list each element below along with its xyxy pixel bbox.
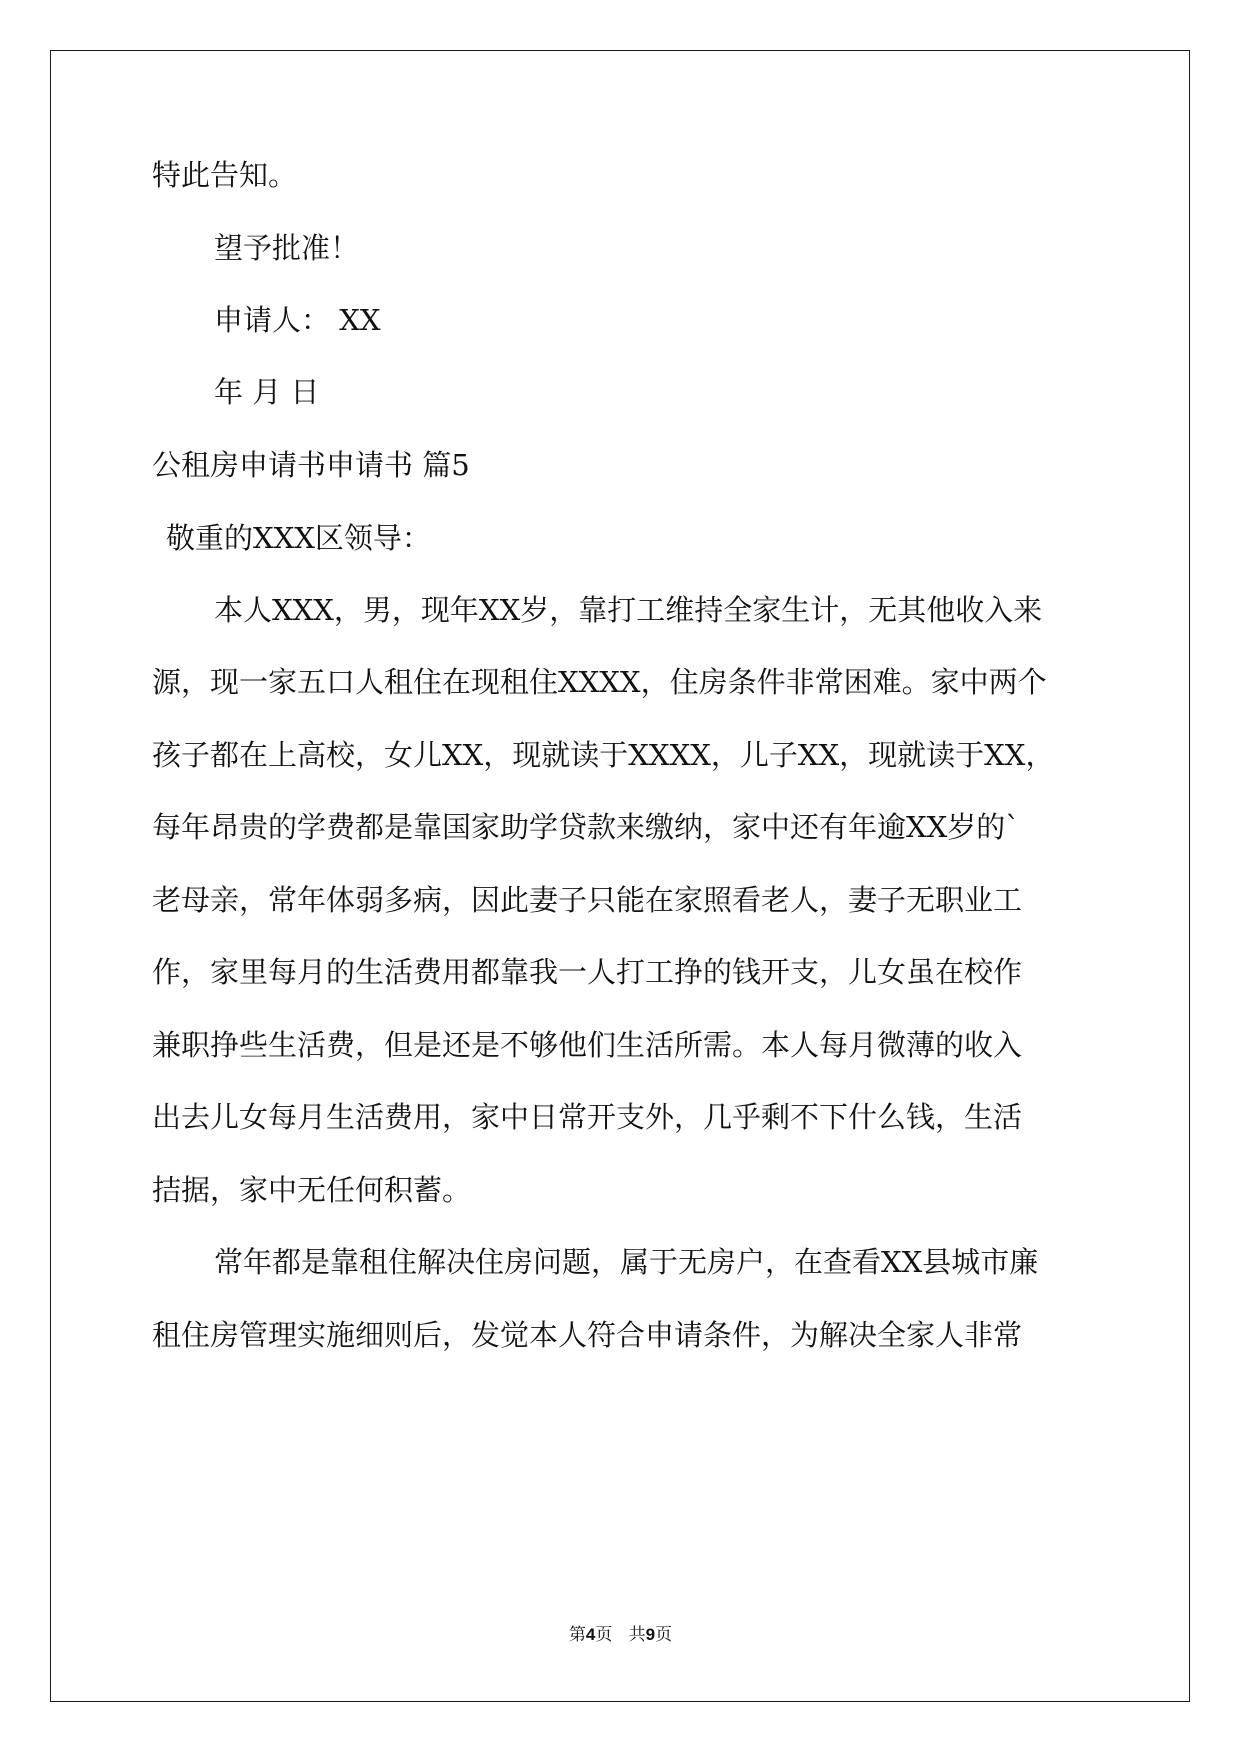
page-number: 4: [585, 1625, 596, 1644]
total-suffix: 页: [655, 1625, 673, 1645]
paragraph-line: 租住房管理实施细则后，发觉本人符合申请条件，为解决全家人非常: [152, 1318, 1023, 1352]
paragraph-line: 兼职挣些生活费，但是还是不够他们生活所需。本人每月微薄的收入: [152, 1028, 1023, 1062]
date-line: 年 月 日: [214, 375, 320, 409]
page-footer: [0, 1620, 1241, 1645]
paragraph-line: 拮据，家中无任何积蓄。: [152, 1173, 472, 1207]
paragraph-line: 出去儿女每月生活费用，家中日常开支外，几乎剩不下什么钱，生活: [152, 1100, 1023, 1134]
closing-line: 特此告知。: [152, 158, 298, 192]
page-suffix: 页: [595, 1625, 613, 1645]
paragraph-line: 老母亲，常年体弱多病，因此妻子只能在家照看老人，妻子无职业工: [152, 883, 1023, 917]
total-pages: 9: [645, 1625, 656, 1644]
section-title: 公租房申请书申请书 篇5: [152, 448, 470, 482]
paragraph-line: 常年都是靠租住解决住房问题，属于无房户，在查看XX县城市廉: [214, 1245, 1039, 1279]
salutation: 敬重的XXX区领导：: [166, 521, 431, 555]
page-prefix: 第: [568, 1625, 586, 1645]
total-prefix: 共: [628, 1625, 646, 1645]
paragraph-line: 本人XXX，男，现年XX岁，靠打工维持全家生计，无其他收入来: [214, 593, 1043, 627]
request-line: 望予批准！: [214, 231, 360, 265]
paragraph-line: 作，家里每月的生活费用都靠我一人打工挣的钱开支，儿女虽在校作: [152, 955, 1023, 989]
paragraph-line: 每年昂贵的学费都是靠国家助学贷款来缴纳，家中还有年逾XX岁的`: [152, 810, 1020, 844]
paragraph-line: 源，现一家五口人租住在现租住XXXX，住房条件非常困难。家中两个: [152, 665, 1047, 699]
applicant-line: 申请人： XX: [214, 303, 381, 337]
page-border: [50, 50, 1190, 1702]
paragraph-line: 孩子都在上高校，女儿XX，现就读于XXXX，儿子XX，现就读于XX，: [152, 738, 1055, 772]
